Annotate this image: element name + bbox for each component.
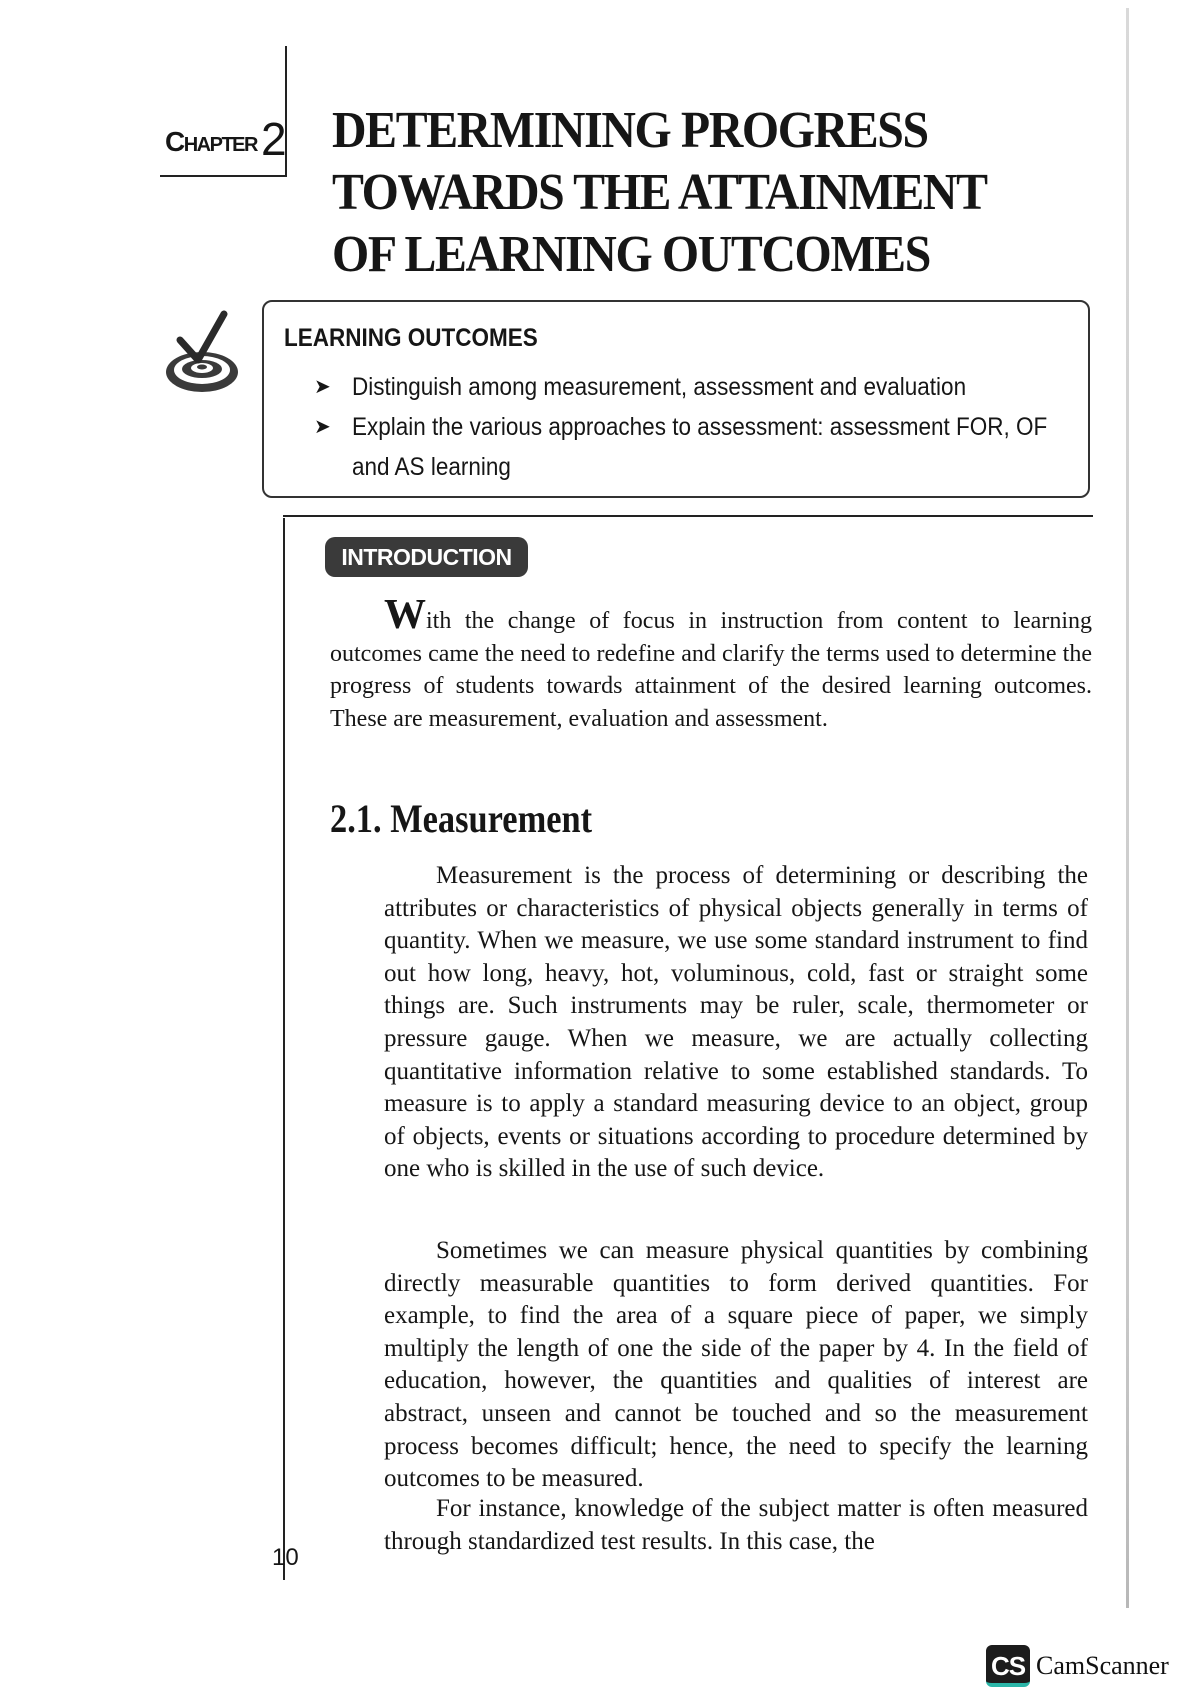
introduction-badge: INTRODUCTION [325,537,528,577]
learning-outcomes-heading: LEARNING OUTCOMES [284,324,538,352]
page-number: 10 [272,1544,299,1571]
camscanner-watermark [986,1644,1169,1688]
learning-outcome-text: Explain the various approaches to assessment: assessment FOR, OF and AS learning [352,413,1048,481]
body-paragraph: Measurement is the process of determining or describing the attributes or characteristics of physical objects generally in terms of quantity. When we measure, we use some standard instrument to find out how long, heavy, hot, voluminous, cold, fast or straight some things are. Such instruments may be ruler, scale, thermometer or pressure gauge. When we measure, we are actually collecting quantitative information relative to some established standards. To measure is to apply a standard measuring device to an object, group of objects, events or situations according to procedure determined by one who is skilled in the use of such device. [384,862,1088,1183]
drop-cap: W [384,592,426,638]
chapter-label [165,112,287,166]
body-paragraph: Sometimes we can measure physical quantities by combining directly measurable quantities to form derived quantities. For example, to find the area of a square piece of paper, we simply multiply the length of one the side of the paper by 4. In the field of education, however, the quantities and qualities of interest are abstract, unseen and cannot be touched and so the measurement process becomes difficult; hence, the need to specify the learning outcomes to be measured. [384,1237,1088,1493]
learning-outcome-item [284,407,1089,487]
introduction-text: ith the change of focus in instruction from content to learning outcomes came the need to redefine and clarify the terms used to determine the progress of students towards attainment of the desired learning outcomes. These are measurement, evaluation and assessment. [330,608,1092,732]
chapter-number: 2 [260,113,287,165]
body-paragraph: For instance, knowledge of the subject matter is often measured through standardized test results. In this case, the [384,1495,1088,1555]
learning-outcome-text: Distinguish among measurement, assessment and evaluation [352,373,967,401]
camscanner-brand: CamScanner [1036,1651,1169,1680]
camscanner-logo-icon: CS [986,1645,1030,1687]
chapter-word: Chapter [165,126,257,157]
page-edge [1126,8,1129,1608]
learning-outcome-item [284,367,1089,407]
chapter-divider-horizontal [160,175,287,177]
learning-outcomes-box [262,300,1090,498]
target-check-icon [162,310,250,398]
arrow-bullet-icon: ➤ [314,376,331,398]
arrow-bullet-icon: ➤ [314,416,331,438]
chapter-title-line: TOWARDS THE ATTAINMENT [332,164,987,221]
section-heading: 2.1. Measurement [330,796,593,841]
section-divider-vertical [283,518,285,1580]
introduction-paragraph [330,592,1092,735]
section-divider-horizontal [283,515,1093,517]
chapter-title-line: OF LEARNING OUTCOMES [332,226,930,283]
chapter-title [332,100,987,286]
chapter-title-line: DETERMINING PROGRESS [332,102,928,159]
